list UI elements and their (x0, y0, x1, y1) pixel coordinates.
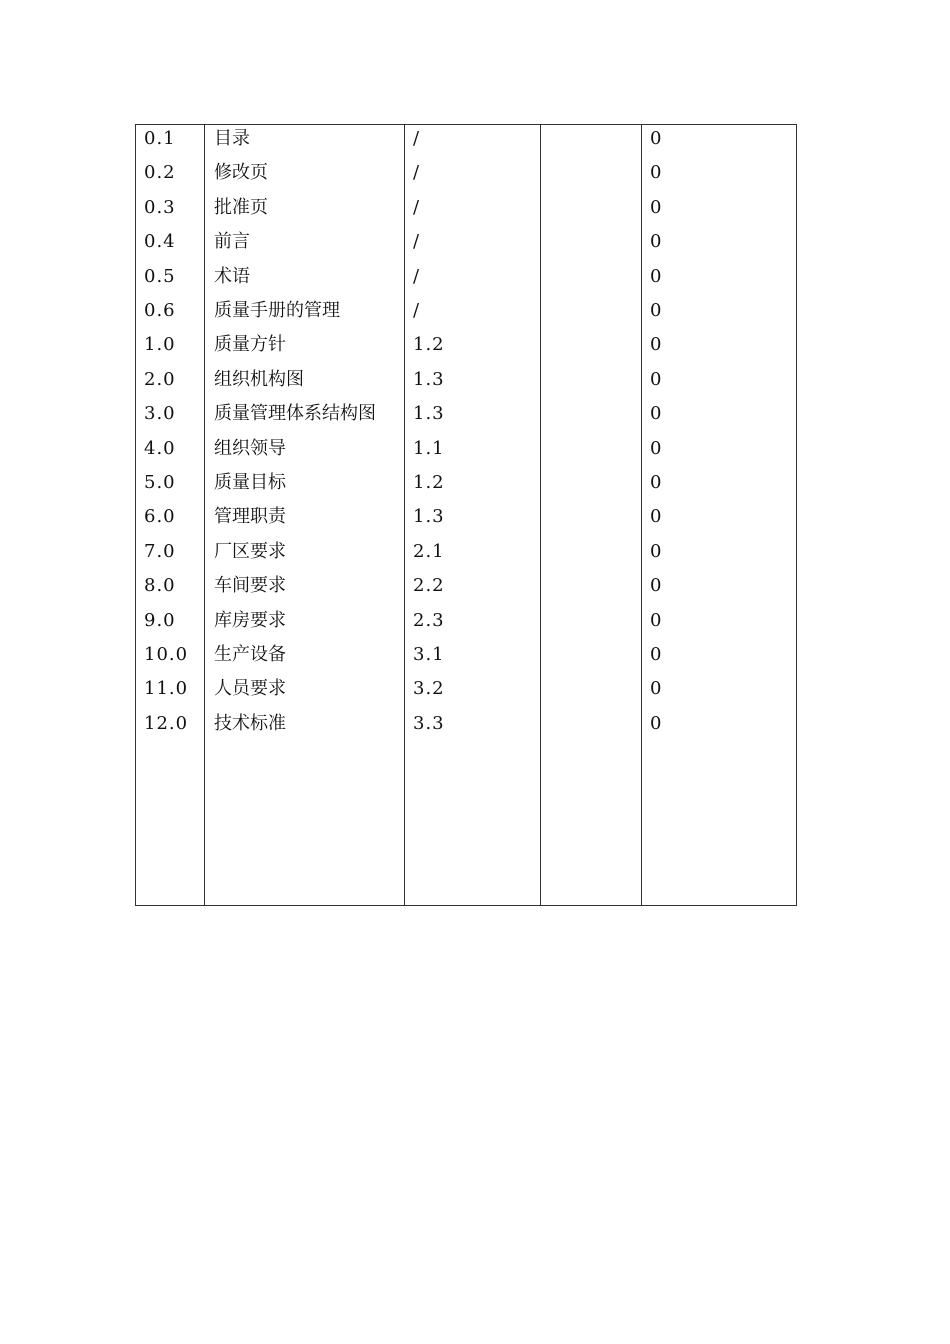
revision-number: 0 (650, 644, 662, 665)
revision-number: 0 (650, 196, 662, 218)
section-title: 质量管理体系结构图 (214, 403, 376, 425)
section-number: 0.6 (144, 300, 176, 321)
revision-number: 0 (650, 368, 662, 390)
revision-number: 0 (650, 403, 662, 425)
clause-reference: / (413, 231, 421, 253)
section-title: 厂区要求 (214, 540, 286, 562)
clause-reference: 1.1 (413, 437, 445, 459)
revision-number: 0 (650, 506, 662, 528)
section-title: 生产设备 (214, 644, 286, 665)
revision-number: 0 (650, 575, 662, 597)
clause-reference: 3.3 (413, 712, 445, 734)
table-row (136, 710, 796, 744)
table-row (136, 503, 796, 537)
clause-reference: / (413, 265, 421, 287)
section-number: 0.4 (144, 231, 176, 253)
section-number: 0.1 (144, 128, 176, 149)
clause-reference: / (413, 196, 421, 218)
table-row (136, 194, 796, 228)
section-number: 0.3 (144, 196, 176, 218)
table-row (136, 125, 796, 159)
section-number: 3.0 (144, 403, 176, 425)
table-row (136, 228, 796, 262)
section-number: 12.0 (144, 712, 189, 734)
section-title: 批准页 (214, 196, 268, 218)
section-number: 8.0 (144, 575, 176, 597)
revision-number: 0 (650, 678, 662, 700)
revision-number: 0 (650, 712, 662, 734)
section-title: 质量手册的管理 (214, 300, 340, 321)
section-number: 0.2 (144, 162, 176, 184)
clause-reference: 2.2 (413, 575, 445, 597)
clause-reference: 2.3 (413, 609, 445, 631)
clause-reference: / (413, 128, 421, 149)
section-number: 2.0 (144, 368, 176, 390)
section-title: 管理职责 (214, 506, 286, 528)
table-row (136, 641, 796, 675)
table-row (136, 400, 796, 434)
revision-number: 0 (650, 265, 662, 287)
section-title: 车间要求 (214, 575, 286, 597)
section-number: 11.0 (144, 678, 189, 700)
section-number: 4.0 (144, 437, 176, 459)
section-number: 0.5 (144, 265, 176, 287)
revision-number: 0 (650, 231, 662, 253)
clause-reference: 1.2 (413, 472, 445, 493)
table-row (136, 435, 796, 469)
clause-reference: 1.3 (413, 403, 445, 425)
revision-number: 0 (650, 540, 662, 562)
section-title: 人员要求 (214, 678, 286, 700)
section-title: 修改页 (214, 162, 268, 184)
revision-number: 0 (650, 300, 662, 321)
revision-number: 0 (650, 437, 662, 459)
table-row (136, 607, 796, 641)
section-number: 1.0 (144, 334, 176, 356)
table-row (136, 538, 796, 572)
table-row (136, 331, 796, 365)
clause-reference: / (413, 162, 421, 184)
section-number: 7.0 (144, 540, 176, 562)
section-number: 6.0 (144, 506, 176, 528)
section-title: 术语 (214, 265, 250, 287)
section-title: 组织领导 (214, 437, 286, 459)
table-row (136, 263, 796, 297)
table-row (136, 675, 796, 709)
revision-number: 0 (650, 472, 662, 493)
clause-reference: 1.3 (413, 368, 445, 390)
revision-number: 0 (650, 162, 662, 184)
section-title: 组织机构图 (214, 368, 304, 390)
revision-number: 0 (650, 334, 662, 356)
clause-reference: 3.1 (413, 644, 445, 665)
section-number: 9.0 (144, 609, 176, 631)
clause-reference: 1.2 (413, 334, 445, 356)
table-row (136, 366, 796, 400)
section-title: 目录 (214, 128, 250, 149)
table-row (136, 469, 796, 503)
table-row (136, 159, 796, 193)
section-title: 技术标准 (214, 712, 286, 734)
clause-reference: 1.3 (413, 506, 445, 528)
contents-table (135, 124, 797, 906)
clause-reference: 3.2 (413, 678, 445, 700)
section-title: 质量方针 (214, 334, 286, 356)
section-title: 前言 (214, 231, 250, 253)
clause-reference: 2.1 (413, 540, 445, 562)
table-row (136, 297, 796, 331)
section-title: 库房要求 (214, 609, 286, 631)
section-number: 10.0 (144, 644, 189, 665)
section-title: 质量目标 (214, 472, 286, 493)
revision-number: 0 (650, 128, 662, 149)
revision-number: 0 (650, 609, 662, 631)
table-row (136, 572, 796, 606)
section-number: 5.0 (144, 472, 176, 493)
clause-reference: / (413, 300, 421, 321)
